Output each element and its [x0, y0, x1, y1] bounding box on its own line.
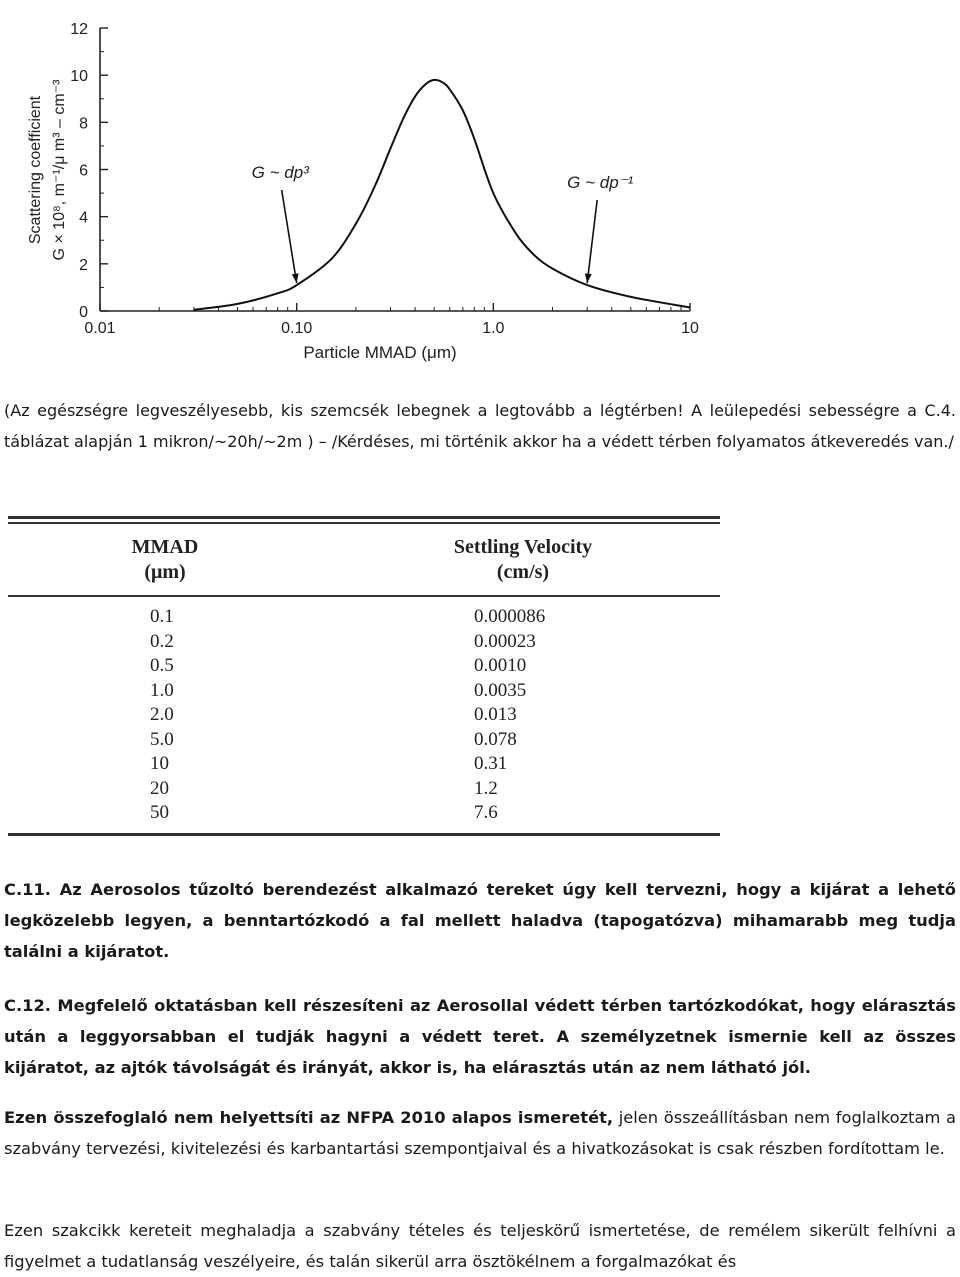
settling-velocity-table — [8, 516, 720, 840]
mmad-cell: 2.0 — [150, 704, 174, 725]
y-axis-label-line2: G × 10⁸, m⁻¹/μ m³ – cm⁻³ — [51, 79, 68, 261]
paragraph-closing: Ezen szakcikk kereteit meghaladja a szabvány tételes és teljeskörű ismertetése, de remélem sikerült felhívni a figyelmet a tudatlanság veszélyeire, és talán sikerül arra ösztökélnem a forgalmazókat és — [4, 1221, 956, 1271]
intro-note: (Az egészségre legveszélyesebb, kis szemcsék lebegnek a legtovább a légtérben! A leülepedési sebességre a C.4. táblázat alapján 1 mikron/~20h/~2m ) – /Kérdéses, mi történik akkor ha a védett térben folyamatos átkeveredés van./ — [4, 401, 956, 451]
paragraph-c11: C.11. Az Aerosolos tűzoltó berendezést alkalmazó tereket úgy kell tervezni, hogy a kijárat a lehető legközelebb legyen, a benntartózkodó a fal mellett haladva (tapogatózva) mihamarabb meg tudja találni a kijáratot. — [4, 880, 956, 961]
col1-unit: (μm) — [144, 561, 186, 583]
col2-header: Settling Velocity — [453, 536, 593, 558]
scattering-coefficient-chart — [0, 0, 960, 380]
annotation-arrow-line — [282, 190, 297, 283]
paragraph-summary — [4, 1102, 956, 1164]
y-tick-label: 0 — [79, 304, 88, 321]
settling-velocity-cell: 7.6 — [474, 802, 498, 823]
x-axis-label: Particle MMAD (μm) — [303, 343, 457, 362]
table-bottom-rule — [8, 833, 720, 836]
chart-annotations — [252, 163, 634, 283]
mmad-cell: 0.1 — [150, 606, 174, 627]
y-tick-label: 8 — [79, 115, 88, 133]
col1-header: MMAD — [131, 536, 199, 558]
x-tick-label: 10 — [681, 320, 699, 337]
mmad-cell: 1.0 — [150, 679, 174, 701]
mmad-cell: 20 — [150, 777, 169, 799]
chart-series — [194, 80, 690, 310]
settling-velocity-cell: 0.000086 — [474, 606, 546, 627]
mmad-cell: 0.5 — [150, 655, 174, 676]
scattering-curve — [194, 80, 690, 310]
y-axis-label-line1: Scattering coefficient — [27, 95, 44, 245]
y-tick-label: 2 — [79, 256, 88, 274]
y-tick-label: 4 — [79, 209, 88, 227]
annotation-arrow-head — [292, 273, 299, 283]
y-tick-label: 10 — [70, 68, 88, 86]
paragraph-c12: C.12. Megfelelő oktatásban kell részesíteni az Aerosollal védett térben tartózkodókat, hogy elárasztás után a leggyorsabban el tudják hagyni a védett teret. A személyzetnek ismernie kell az összes kijáratot, az ajtók távolságát és irányát, akkor is, ha elárasztás után az nem látható jól. — [4, 996, 956, 1077]
table-header-rule — [8, 595, 720, 597]
y-tick-label: 6 — [79, 162, 88, 180]
x-tick-label: 0.10 — [281, 320, 313, 337]
x-tick-label: 0.01 — [84, 320, 116, 337]
settling-velocity-cell: 0.0010 — [474, 655, 527, 676]
settling-velocity-cell: 0.0035 — [474, 679, 527, 701]
x-tick-label: 1.0 — [482, 320, 505, 337]
table-top-rule — [8, 516, 720, 519]
summary-rest-text: jelen összeállításban nem foglalkoztam a szabvány tervezési, kivitelezési és karbantartási szempontjaival és a hivatkozásokat is csak részben fordítottam le. — [4, 1108, 956, 1158]
y-tick-label: 12 — [70, 21, 88, 38]
mmad-cell: 5.0 — [150, 728, 174, 750]
settling-velocity-cell: 0.00023 — [474, 630, 536, 652]
settling-velocity-cell: 1.2 — [474, 777, 498, 799]
settling-velocity-cell: 0.078 — [474, 728, 517, 750]
mmad-cell: 50 — [150, 802, 169, 823]
annotation-arrow-line — [587, 200, 597, 283]
chart-svg — [0, 0, 960, 380]
table-top-rule-double — [8, 522, 720, 524]
settling-velocity-cell: 0.013 — [474, 704, 517, 725]
summary-bold-text: Ezen összefoglaló nem helyettsíti az NFPA 2010 alapos ismeretét, — [4, 1108, 614, 1127]
mmad-cell: 10 — [150, 753, 169, 774]
settling-velocity-cell: 0.31 — [474, 753, 508, 774]
annotation-label: G ~ dp³ — [251, 163, 309, 183]
annotation-arrow-head — [585, 273, 592, 283]
col2-unit: (cm/s) — [496, 561, 550, 583]
annotation-label: G ~ dp⁻¹ — [567, 173, 634, 193]
mmad-cell: 0.2 — [150, 630, 174, 652]
